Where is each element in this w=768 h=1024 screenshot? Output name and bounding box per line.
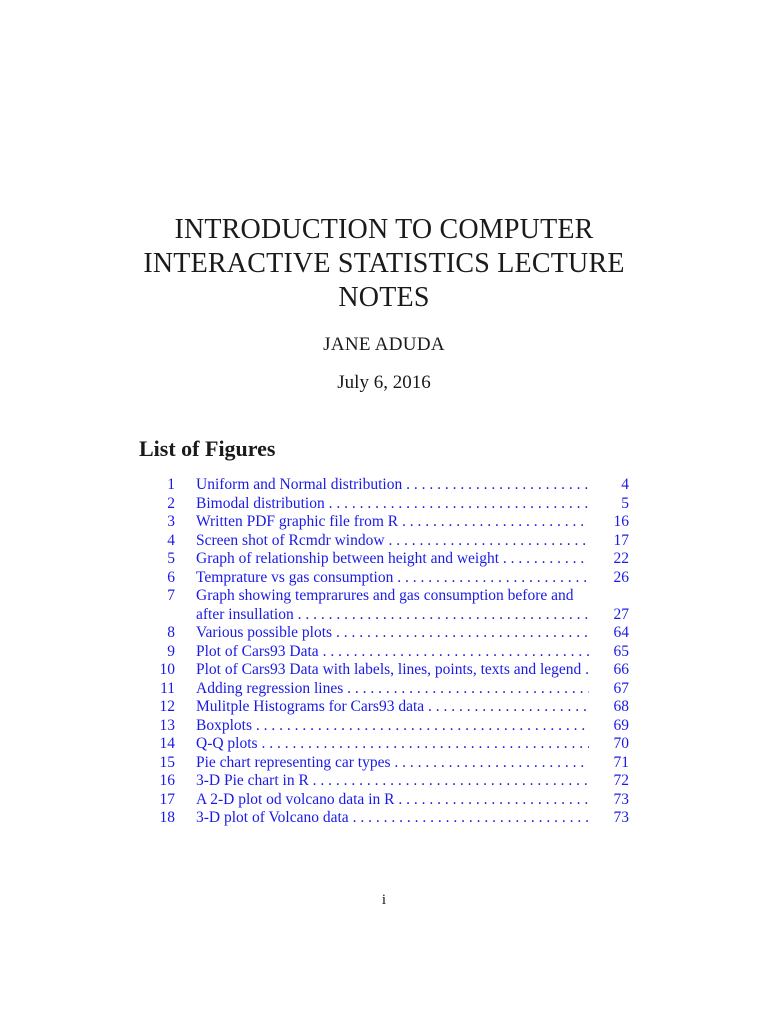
- figure-entry[interactable]: [139, 698, 629, 717]
- figure-title-text: 3-D plot of Volcano data: [196, 809, 349, 826]
- figure-page-number: 22: [613, 550, 629, 567]
- figure-page-number: 66: [613, 661, 629, 678]
- figure-page-number: 16: [613, 513, 629, 530]
- figure-title-text: Written PDF graphic file from R: [196, 513, 399, 530]
- figure-title-text: Screen shot of Rcmdr window: [196, 531, 385, 549]
- figure-page-number: 73: [613, 790, 629, 808]
- figure-entry[interactable]: [139, 587, 629, 624]
- figure-title-text: Boxplots: [196, 716, 252, 734]
- figure-title: [196, 550, 589, 569]
- title-line-2: INTERACTIVE STATISTICS LECTURE: [143, 248, 625, 279]
- figure-title: [196, 624, 589, 643]
- figure-title-text: Plot of Cars93 Data: [196, 642, 319, 660]
- figure-title-text: Various possible plots: [196, 624, 333, 641]
- figure-title: [196, 569, 589, 588]
- figure-entry[interactable]: [139, 772, 629, 791]
- figure-entry[interactable]: [139, 550, 629, 569]
- figure-title: [196, 661, 589, 680]
- figure-entry[interactable]: [139, 532, 629, 551]
- figure-number: 4: [167, 531, 175, 549]
- figure-title: [196, 698, 589, 717]
- figure-number: 7: [167, 587, 175, 604]
- figure-page-number: 26: [613, 568, 629, 586]
- figure-entry[interactable]: [139, 643, 629, 662]
- figure-title-line-1: Graph showing temprarures and gas consumption before and: [196, 587, 574, 604]
- figure-number: 10: [159, 661, 175, 678]
- page-number: i: [381, 892, 387, 908]
- figure-title-text: Mulitple Histograms for Cars93 data: [196, 698, 425, 715]
- title-line-3: NOTES: [338, 282, 430, 313]
- figure-entry[interactable]: [139, 754, 629, 773]
- figure-entry[interactable]: [139, 624, 629, 643]
- figure-title: [196, 754, 589, 773]
- figure-entry[interactable]: [139, 495, 629, 514]
- figure-title: [196, 643, 589, 662]
- figure-page-number: 67: [613, 679, 629, 697]
- figure-title-text: Graph of relationship between height and weight: [196, 550, 500, 567]
- figure-page-number: 70: [613, 735, 629, 752]
- figure-page-number: 4: [621, 476, 629, 493]
- figure-entry[interactable]: [139, 476, 629, 495]
- figure-title: [196, 476, 589, 495]
- figure-title: [196, 606, 589, 625]
- figure-entry[interactable]: [139, 717, 629, 736]
- figure-title: [196, 513, 589, 532]
- figure-entry[interactable]: [139, 680, 629, 699]
- figure-title-text: Bimodal distribution: [196, 494, 325, 512]
- figure-number: 5: [167, 550, 175, 567]
- figure-number: 14: [159, 735, 175, 752]
- figure-title: [196, 495, 589, 514]
- figure-number: 11: [160, 679, 175, 697]
- figure-title: [196, 791, 589, 810]
- figure-title-text: 3-D Pie chart in R: [196, 772, 309, 789]
- figure-entry[interactable]: [139, 791, 629, 810]
- figure-page-number: 5: [621, 494, 629, 512]
- figure-title-text: Adding regression lines: [196, 679, 344, 697]
- figure-number: 13: [159, 716, 175, 734]
- figure-title: [196, 735, 589, 754]
- figure-page-number: 64: [613, 624, 629, 641]
- figure-title: [196, 532, 589, 551]
- list-of-figures: [139, 476, 629, 828]
- figure-page-number: 68: [613, 698, 629, 715]
- author: JANE ADUDA: [323, 334, 445, 355]
- figure-page-number: 72: [613, 772, 629, 789]
- figure-page-number: 69: [613, 716, 629, 734]
- figure-number: 17: [159, 790, 175, 808]
- figure-page-number: 71: [613, 753, 629, 771]
- figure-title: [196, 772, 589, 791]
- list-of-figures-heading: List of Figures: [139, 436, 276, 461]
- figure-title-text: Plot of Cars93 Data with labels, lines, points, texts and legend: [196, 661, 582, 678]
- figure-title: [196, 809, 589, 828]
- figure-title: [196, 717, 589, 736]
- figure-entry[interactable]: [139, 809, 629, 828]
- figure-title-text: Uniform and Normal distribution: [196, 476, 403, 493]
- figure-number: 1: [167, 476, 175, 493]
- document-title: [0, 213, 768, 315]
- figure-page-number: 17: [613, 531, 629, 549]
- figure-page-number: 65: [613, 642, 629, 660]
- figure-number: 3: [167, 513, 175, 530]
- figure-number: 6: [167, 568, 175, 586]
- figure-title-text: Pie chart representing car types: [196, 753, 391, 771]
- date: July 6, 2016: [337, 372, 431, 393]
- figure-number: 2: [167, 494, 175, 512]
- figure-title-text: after insullation: [196, 605, 294, 623]
- figure-number: 9: [167, 642, 175, 660]
- figure-number: 18: [159, 809, 175, 826]
- figure-number: 15: [159, 753, 175, 771]
- figure-entry[interactable]: [139, 513, 629, 532]
- figure-title-text: Q-Q plots: [196, 735, 258, 752]
- figure-title-text: Temprature vs gas consumption: [196, 568, 394, 586]
- figure-page-number: 27: [613, 605, 629, 623]
- figure-entry[interactable]: [139, 569, 629, 588]
- figure-title: [196, 680, 589, 699]
- figure-number: 8: [167, 624, 175, 641]
- figure-number: 16: [159, 772, 175, 789]
- figure-entry[interactable]: [139, 735, 629, 754]
- figure-page-number: 73: [613, 809, 629, 826]
- figure-number: 12: [159, 698, 175, 715]
- figure-entry[interactable]: [139, 661, 629, 680]
- title-line-1: INTRODUCTION TO COMPUTER: [174, 214, 594, 245]
- figure-title-text: A 2-D plot od volcano data in R: [196, 790, 395, 808]
